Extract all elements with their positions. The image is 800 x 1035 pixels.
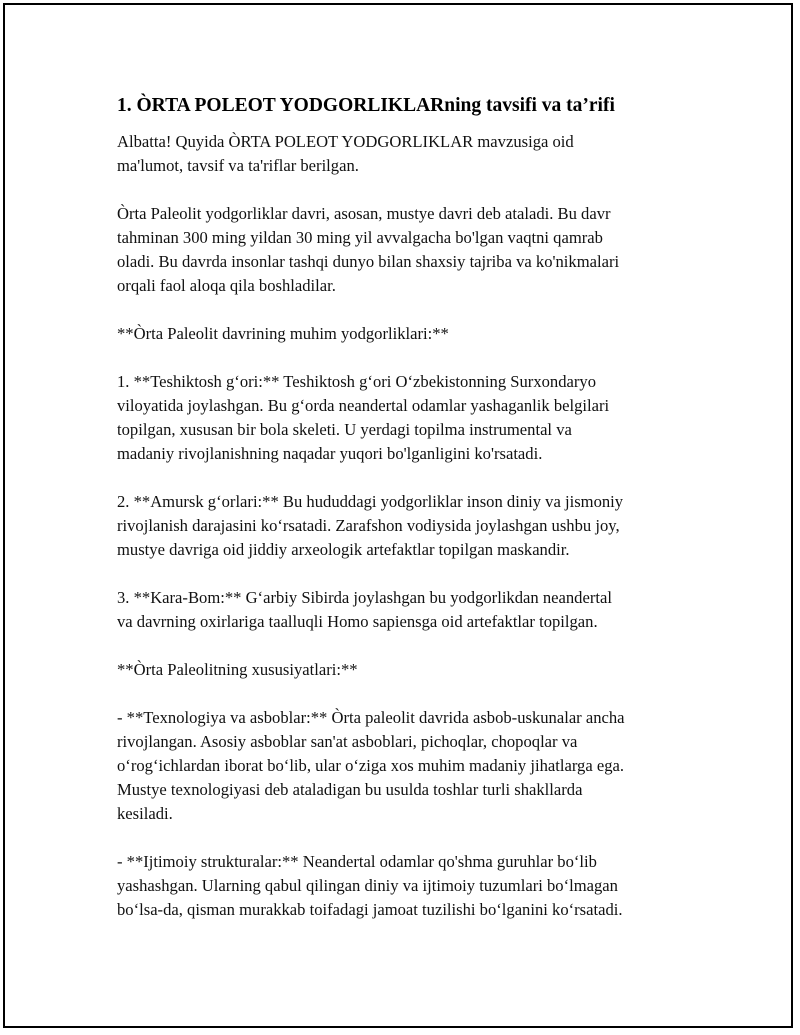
document-body bbox=[117, 94, 697, 946]
text-line: Mustye texnologiyasi deb ataladigan bu usulda toshlar turli shakllarda bbox=[117, 780, 583, 799]
text-line: **Òrta Paleolitning xususiyatlari:** bbox=[117, 660, 358, 679]
text-line: oladi. Bu davrda insonlar tashqi dunyo bilan shaxsiy tajriba va ko'nikmalari bbox=[117, 252, 620, 271]
text-line: Òrta Paleolit yodgorliklar davri, asosan, mustye davri deb ataladi. Bu davr bbox=[117, 204, 611, 223]
section-heading-monuments bbox=[117, 322, 697, 346]
text-line: 2. **Amursk g‘orlari:** Bu hududdagi yodgorliklar inson diniy va jismoniy bbox=[117, 492, 624, 511]
section-heading-features bbox=[117, 658, 697, 682]
text-line: 3. **Kara-Bom:** G‘arbiy Sibirda joylashgan bu yodgorlikdan neandertal bbox=[117, 588, 612, 607]
text-line: va davrning oxirlariga taalluqli Homo sapiensga oid artefaktlar topilgan. bbox=[117, 612, 598, 631]
list-item-social-structures bbox=[117, 850, 697, 922]
text-line: **Òrta Paleolit davrining muhim yodgorliklari:** bbox=[117, 324, 449, 343]
list-item-technology bbox=[117, 706, 697, 826]
list-item-teshiktosh bbox=[117, 370, 697, 466]
text-line: o‘rog‘ichlardan iborat bo‘lib, ular o‘ziga xos muhim madaniy jihatlarga ega. bbox=[117, 756, 625, 775]
text-line: - **Texnologiya va asboblar:** Òrta paleolit davrida asbob-uskunalar ancha bbox=[117, 708, 625, 727]
text-line: mustye davriga oid jiddiy arxeologik artefaktlar topilgan maskandir. bbox=[117, 540, 570, 559]
text-line: tahminan 300 ming yildan 30 ming yil avvalgacha bo'lgan vaqtni qamrab bbox=[117, 228, 603, 247]
text-line: yashashgan. Ularning qabul qilingan diniy va ijtimoiy tuzumlari bo‘lmagan bbox=[117, 876, 618, 895]
document-title: 1. ÒRTA POLEOT YODGORLIKLARning tavsifi va ta’rifi bbox=[117, 95, 615, 116]
text-line: 1. **Teshiktosh g‘ori:** Teshiktosh g‘ori O‘zbekistonning Surxondaryo bbox=[117, 372, 597, 391]
text-line: rivojlangan. Asosiy asboblar san'at asboblari, pichoqlar, chopoqlar va bbox=[117, 732, 578, 751]
paragraph-intro bbox=[117, 130, 697, 178]
text-line: viloyatida joylashgan. Bu g‘orda neandertal odamlar yashaganlik belgilari bbox=[117, 396, 610, 415]
text-line: Albatta! Quyida ÒRTA POLEOT YODGORLIKLAR mavzusiga oid bbox=[117, 132, 574, 151]
text-line: kesiladi. bbox=[117, 804, 173, 823]
text-line: - **Ijtimoiy strukturalar:** Neandertal odamlar qo'shma guruhlar bo‘lib bbox=[117, 852, 597, 871]
text-line: bo‘lsa-da, qisman murakkab toifadagi jamoat tuzilishi bo‘lganini ko‘rsatadi. bbox=[117, 900, 623, 919]
text-line: madaniy rivojlanishning naqadar yuqori bo'lganligini ko'rsatadi. bbox=[117, 444, 543, 463]
text-line: topilgan, xususan bir bola skeleti. U yerdagi topilma instrumental va bbox=[117, 420, 572, 439]
list-item-amursk bbox=[117, 490, 697, 562]
text-line: ma'lumot, tavsif va ta'riflar berilgan. bbox=[117, 156, 359, 175]
list-item-kara-bom bbox=[117, 586, 697, 634]
paragraph-definition bbox=[117, 202, 697, 298]
text-line: orqali faol aloqa qila boshladilar. bbox=[117, 276, 336, 295]
text-line: rivojlanish darajasini ko‘rsatadi. Zarafshon vodiysida joylashgan ushbu joy, bbox=[117, 516, 620, 535]
